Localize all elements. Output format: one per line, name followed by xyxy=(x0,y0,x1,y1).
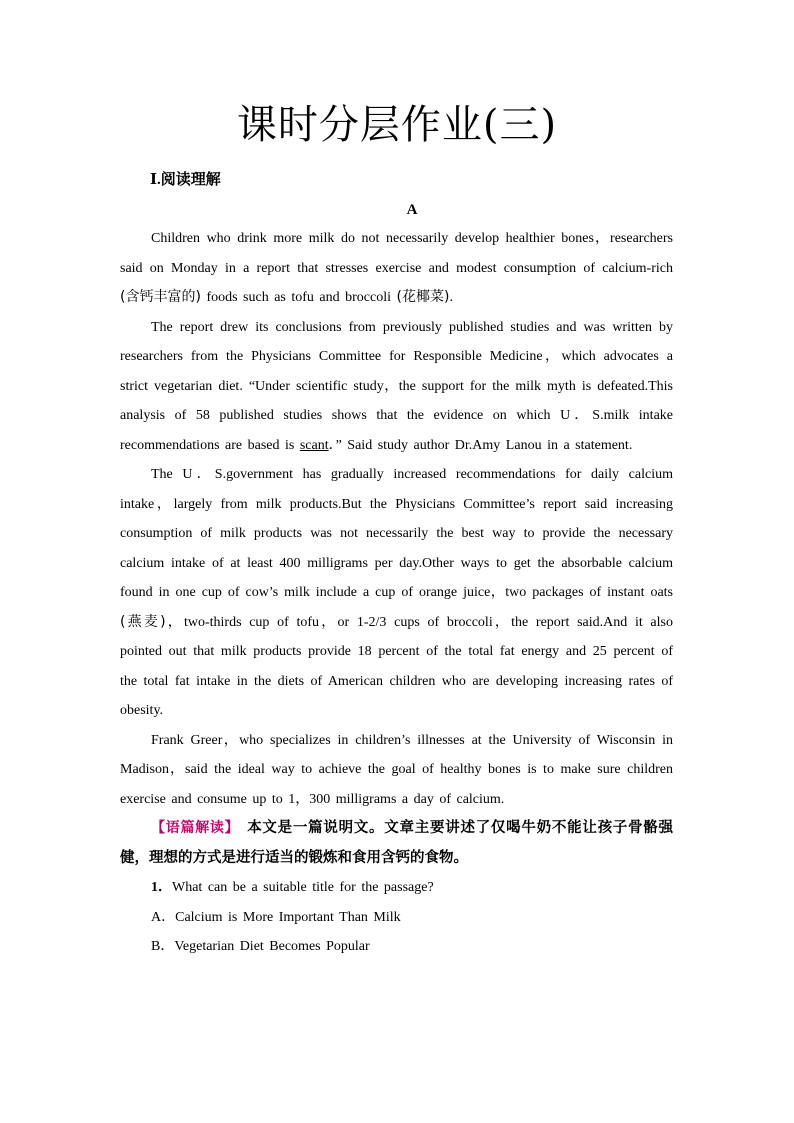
gloss-broccoli: (花椰菜) xyxy=(396,289,450,305)
analysis-label: 【语篇解读】 xyxy=(151,820,240,836)
paragraph-1-text-b: foods such as tofu and broccoli xyxy=(200,290,397,305)
paragraph-1 xyxy=(120,224,673,313)
gloss-oats: (燕麦) xyxy=(120,613,166,630)
option-b: B．Vegetarian Diet Becomes Popular xyxy=(151,939,370,954)
question-stem: What can be a suitable title for the passage? xyxy=(172,880,434,895)
page-title: 课时分层作业(三) xyxy=(236,102,558,148)
paragraph-3-text-a: The U．S.government has gradually increased recommendations for daily calcium intake，largely from milk products.But the Physicians Committee’s report said increasing consumption of milk products was not necessarily the best way to provide the necessary calcium intake of at least 400 milligrams per day.Other ways to get the absorbable calcium found in one cup of cow’s milk include a cup of orange juice，two packages of instant oats xyxy=(120,467,673,600)
paragraph-3-text-b: ，two-thirds cup of tofu，or 1-2/3 cups of broccoli，the report said.And it also pointed out that milk products provide 18 percent of the total fat energy and 25 percent of the total fat intake in the diets of American children who are developing increasing rates of obesity. xyxy=(120,614,673,718)
paragraph-1-text-c: . xyxy=(449,290,453,305)
paragraph-2-text-b: ．” Said study author Dr.Amy Lanou in a statement. xyxy=(328,437,633,453)
analysis-text: 本文是一篇说明文。文章主要讲述了仅喝牛奶不能让孩子骨骼强健，理想的方式是进行适当的锻炼和食用含钙的食物。 xyxy=(120,820,674,866)
discourse-analysis xyxy=(120,814,673,873)
passage-label: A xyxy=(406,202,418,218)
underlined-word-scant: scant xyxy=(299,437,329,453)
section-heading: Ⅰ.阅读理解 xyxy=(150,172,221,188)
paragraph-3 xyxy=(120,460,673,726)
paragraph-1-text-a: Children who drink more milk do not necessarily develop healthier bones，researchers said on Monday in a report that stresses exercise and modest consumption of calcium-rich xyxy=(120,231,673,276)
question-number: 1． xyxy=(151,880,172,895)
passage-body xyxy=(120,224,673,962)
gloss-calcium-rich: (含钙丰富的) xyxy=(120,289,201,305)
option-a: A．Calcium is More Important Than Milk xyxy=(151,909,401,925)
question-1 xyxy=(120,873,673,903)
paragraph-2 xyxy=(120,313,673,461)
paragraph-2-text-a: The report drew its conclusions from previously published studies and was written by researchers from the Physicians Committee for Responsible Medicine，which advocates a strict vegetarian diet. “Under scientific study，the support for the milk myth is defeated.This analysis of 58 published studies shows that the evidence on which U．S.milk intake recommendations are based is xyxy=(120,319,673,453)
paragraph-4: Frank Greer，who specializes in children’s illnesses at the University of Wisconsin in Madison，said the ideal way to achieve the goal of healthy bones is to make sure children exercise and consume up to 1，300 milligrams a day of calcium. xyxy=(120,732,673,807)
